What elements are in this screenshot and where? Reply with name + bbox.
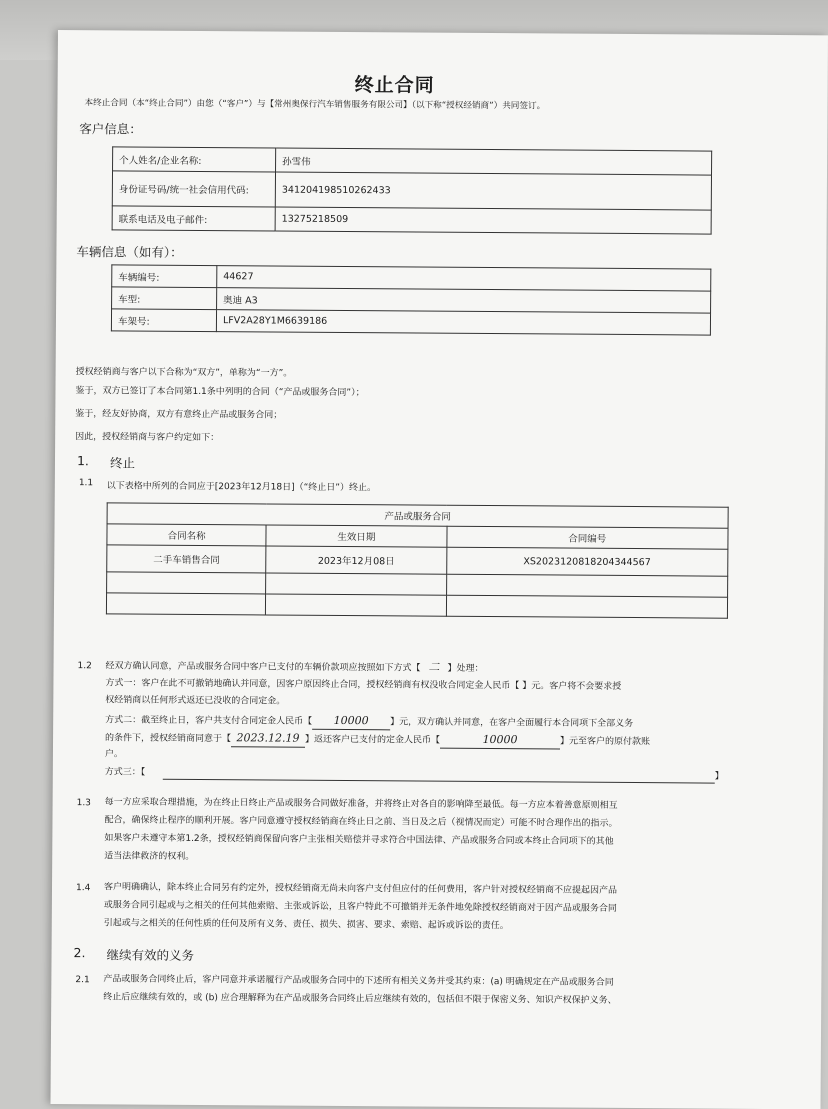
cell-effective-date: 2023年12月08日 xyxy=(266,546,446,574)
customer-info-table xyxy=(112,146,713,234)
method-1-line-a: 方式一：客户在此不可撤销地确认并同意，因客户原因终止合同，授权经销商有权没收合同定金人民币【 】元。客户将不会要求授 xyxy=(105,678,622,692)
intro-text: 本终止合同（本“终止合同”）由您（“客户”）与【常州奥保行汽车销售服务有限公司】（以下称“授权经销商”）共同签订。 xyxy=(84,98,546,112)
vehicle-heading: 车辆信息（如有）： xyxy=(76,244,183,260)
recital-agreement: 因此，授权经销商与客户约定如下： xyxy=(75,432,220,444)
clause-1-2-tail: 】处理： xyxy=(447,663,484,674)
clause-1-4-number: 1.4 xyxy=(75,883,91,894)
vehicle-info-table xyxy=(111,264,711,335)
table-row xyxy=(106,593,727,618)
clause-1-2-line xyxy=(106,657,484,677)
recital-contract: 鉴于，双方已签订了本合同第1.1条中列明的合同（“产品或服务合同”）； xyxy=(75,386,365,399)
cell-contract-name: 二手车销售合同 xyxy=(107,545,267,573)
clause-2-1-number: 2.1 xyxy=(75,975,90,986)
customer-contact-label: 联系电话及电子邮件: xyxy=(112,206,275,231)
method-3-label: 方式三：【 xyxy=(104,767,146,778)
section2-title: 继续有效的义务 xyxy=(106,947,195,963)
customer-heading: 客户信息： xyxy=(79,121,142,137)
method-2-line-c: 户。 xyxy=(104,749,123,760)
customer-contact-value: 13275218509 xyxy=(275,207,711,234)
clause-1-3-number: 1.3 xyxy=(76,798,91,809)
handwritten-deposit-amount: 10000 xyxy=(312,713,390,731)
vin-label: 车架号: xyxy=(111,309,216,332)
method-2-a2: 】元，双方确认并同意，在客户全面履行本合同项下全部义务 xyxy=(390,717,634,730)
product-contract-table xyxy=(106,502,729,618)
contract-page xyxy=(51,30,828,1109)
cell-contract-number: XS2023120818204344567 xyxy=(446,547,728,576)
clause-1-4-line-3: 引起或与之相关的任何性质的任何及所有义务、责任、损失、损害、要求、索赔、起诉或诉讼的责任。 xyxy=(103,918,509,932)
page-title: 终止合同 xyxy=(354,74,435,97)
table-row xyxy=(111,309,710,335)
vehicle-model-value: 奥迪 A3 xyxy=(217,288,711,313)
method-2-a1: 方式二：截至终止日，客户共支付合同定金人民币【 xyxy=(105,715,313,727)
clause-1-3-line-3: 如果客户未遵守本第1.2条，授权经销商保留向客户主张相关赔偿并寻求符合中国法律、产品或服务合同或本终止合同项下的其他 xyxy=(104,833,614,847)
vehicle-model-label: 车型: xyxy=(112,287,217,310)
customer-name-value: 孙雪伟 xyxy=(276,148,712,175)
method-3-blank xyxy=(163,779,715,784)
clause-1-1-text: 以下表格中所列的合同应于[2023年12月18日]（“终止日”）终止。 xyxy=(106,481,377,494)
method-2-b2: 】返还客户已支付的定金人民币【 xyxy=(305,734,441,746)
header-effective-date: 生效日期 xyxy=(266,525,446,547)
header-contract-number: 合同编号 xyxy=(446,526,728,549)
table-row xyxy=(112,171,711,210)
clause-1-4-line-1: 客户明确确认，除本终止合同另有约定外，授权经销商无尚未向客户支付但应付的任何费用，客户针对授权经销商不应提起因产品 xyxy=(103,882,618,896)
clause-1-3-line-2: 配合，确保终止程序的顺利开展。客户同意遵守授权经销商在终止日之前、当日及之后（视情况而定）可能不时合理作出的指示。 xyxy=(104,815,618,829)
table-row xyxy=(112,206,711,234)
recital-intent: 鉴于，经友好协商，双方有意终止产品或服务合同； xyxy=(75,409,283,421)
section2-number: 2. xyxy=(73,945,86,961)
clause-1-2-lead: 经双方确认同意，产品或服务合同中客户已支付的车辆价款项应按照如下方式【 xyxy=(105,661,421,674)
clause-1-1-number: 1.1 xyxy=(78,478,94,489)
handwritten-choice: 二 xyxy=(428,660,440,674)
recital-parties: 授权经销商与客户以下合称为“双方”，单称为“一方”。 xyxy=(75,367,293,379)
method-1-line-b: 权经销商以任何形式返还已没收的合同定金。 xyxy=(105,695,286,707)
clause-1-3-line-1: 每一方应采取合理措施，为在终止日终止产品或服务合同做好准备，并将终止对各自的影响降至最低。每一方应本着善意原则相互 xyxy=(104,797,618,811)
method-2-line-b xyxy=(105,729,650,750)
table-row xyxy=(107,545,728,576)
clause-1-3-line-4: 适当法律救济的权利。 xyxy=(104,851,195,862)
vehicle-number-label: 车辆编号: xyxy=(112,265,217,288)
customer-id-label: 身份证号码/统一社会信用代码: xyxy=(112,171,275,207)
method-2-b1: 的条件下，授权经销商同意于【 xyxy=(105,733,232,745)
section1-number: 1. xyxy=(76,453,89,469)
vehicle-number-value: 44627 xyxy=(217,266,711,291)
clause-1-4-line-2: 或服务合同引起或与之相关的任何其他索赔、主张或诉讼，且客户特此不可撤销并无条件地免除授权经销商对于因产品或服务合同 xyxy=(103,900,617,914)
table-caption: 产品或服务合同 xyxy=(107,503,728,528)
clause-1-2-number: 1.2 xyxy=(77,661,92,672)
section1-title: 终止 xyxy=(109,455,136,471)
customer-name-label: 个人姓名/企业名称: xyxy=(113,147,276,172)
handwritten-refund-date: 2023.12.19 xyxy=(231,730,305,748)
clause-2-1-line-2: 终止后应继续有效的，或 (b) 应合理解释为在产品或服务合同终止后应继续有效的，包括但不限于保密义务、知识产权保护义务、 xyxy=(103,992,617,1006)
clause-2-1-line-1: 产品或服务合同终止后，客户同意并承诺履行产品或服务合同中的下述所有相关义务并受其约束：(a) 明确规定在产品或服务合同 xyxy=(103,974,614,988)
vin-value: LFV2A28Y1M6639186 xyxy=(216,310,710,335)
method-3-end: 】 xyxy=(714,771,724,782)
handwritten-refund-amount: 10000 xyxy=(440,732,560,750)
customer-id-value: 341204198510262433 xyxy=(275,172,711,210)
method-2-b3: 】元至客户的原付款账 xyxy=(560,736,651,748)
header-contract-name: 合同名称 xyxy=(107,524,267,546)
